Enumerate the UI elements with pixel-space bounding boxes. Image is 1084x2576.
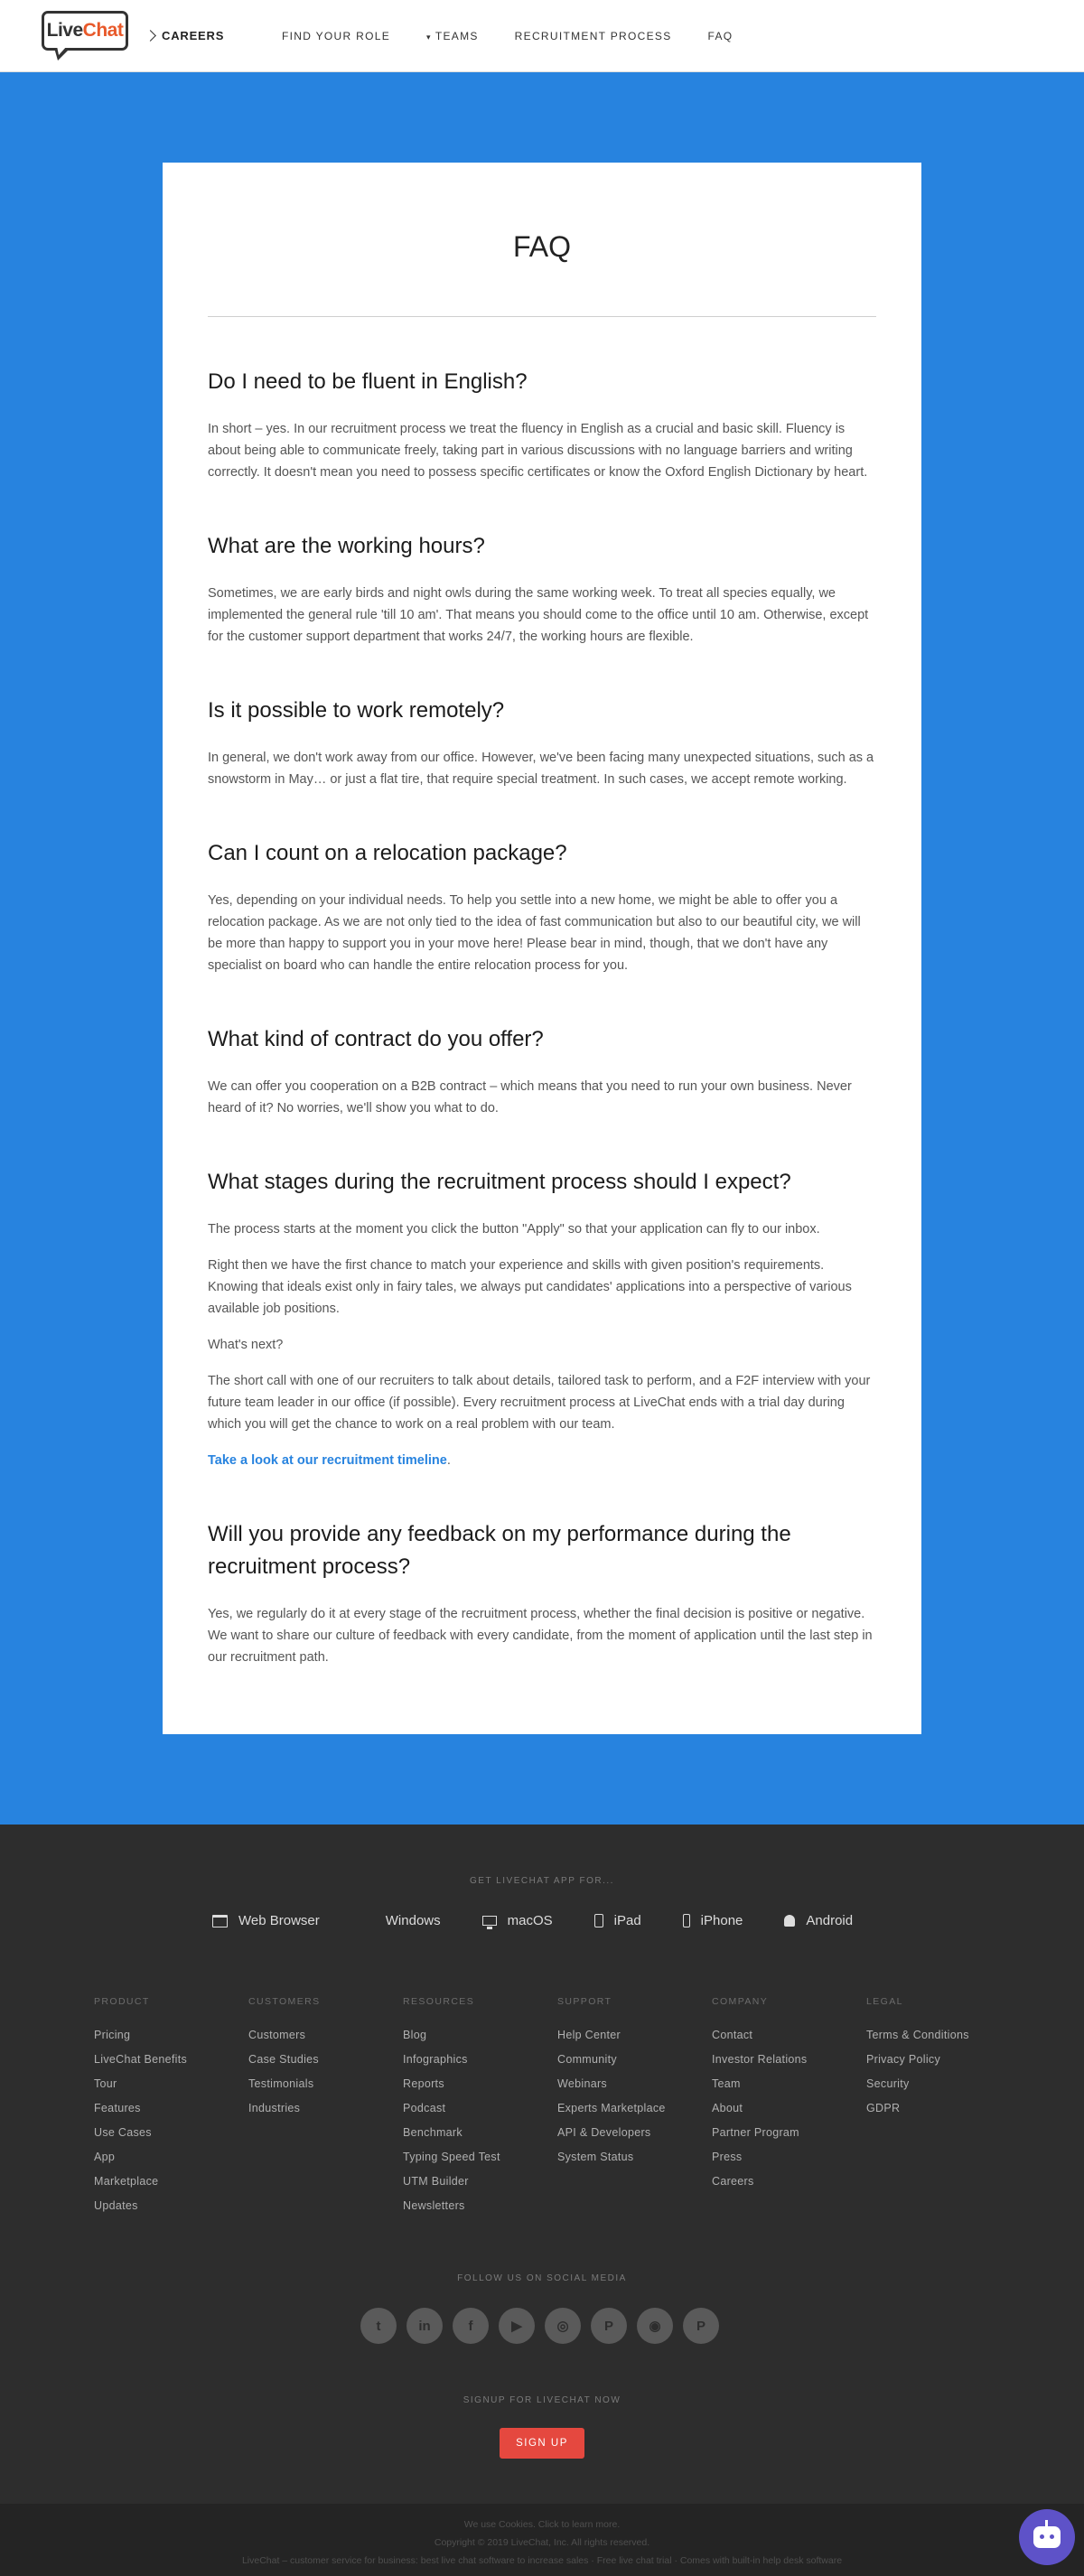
column-heading: LEGAL (866, 1996, 903, 2007)
breadcrumb-careers[interactable]: CAREERS (162, 29, 225, 42)
instagram-icon[interactable]: ◎ (545, 2308, 581, 2344)
logo-text-chat: Chat (82, 19, 124, 41)
column-heading: CUSTOMERS (248, 1996, 321, 2007)
follow-label: FOLLOW US ON SOCIAL MEDIA (457, 2273, 627, 2283)
faq-question: What stages during the recruitment process should I expect? (208, 1170, 791, 1194)
footer-column-resources (403, 1996, 557, 2218)
twitter-icon[interactable]: t (360, 2308, 397, 2344)
footer-link[interactable]: LiveChat Benefits (94, 2053, 188, 2066)
copyright: Copyright © 2019 LiveChat, Inc. All rights reserved. (434, 2537, 650, 2548)
tagline: LiveChat – customer service for business: best live chat software to increase sales · Free live chat trial · Comes with built-in help desk software (241, 2555, 843, 2566)
nav-faq[interactable]: FAQ (707, 30, 734, 42)
link-period: . (446, 1453, 451, 1468)
footer-link[interactable]: Webinars (557, 2077, 607, 2090)
platform-web-browser[interactable] (212, 1913, 320, 1928)
github-icon[interactable]: ◉ (637, 2308, 673, 2344)
footer-link[interactable]: Newsletters (403, 2199, 465, 2212)
faq-answer: In short – yes. In our recruitment process we treat the fluency in English as a crucial and basic skill. Fluency is about being able to communicate freely, taking part in various discussions with no language barriers and writing correctly. It doesn't mean you need to possess specific certificates or know the Oxford English Dictionary by heart. (208, 422, 868, 480)
footer-link[interactable]: Use Cases (94, 2126, 152, 2139)
platform-label: macOS (507, 1913, 553, 1928)
platform-label: iPad (613, 1913, 641, 1928)
producthunt-icon[interactable]: P (683, 2308, 719, 2344)
logo-box (42, 11, 128, 51)
faq-answer: The short call with one of our recruiters to talk about details, tailored task to perform, and a F2F interview with your future team leader in our office (if possible). Every recruitment process at LiveChat ends with a trial day during which you will get the chance to work on a real problem with our team. (208, 1374, 871, 1432)
signup-label: SIGNUP FOR LIVECHAT NOW (463, 2395, 621, 2405)
footer-link[interactable]: Investor Relations (712, 2053, 808, 2066)
livechat-logo[interactable] (42, 11, 130, 61)
faq-answer: What's next? (208, 1338, 284, 1352)
faq-question: What kind of contract do you offer? (208, 1027, 544, 1051)
youtube-icon[interactable]: ▶ (499, 2308, 535, 2344)
faq-item (208, 837, 876, 976)
browser-icon (212, 1915, 228, 1927)
faq-item (208, 530, 876, 648)
chat-widget-button[interactable] (1019, 2509, 1075, 2565)
faq-question: Do I need to be fluent in English? (208, 369, 528, 394)
footer-link[interactable]: System Status (557, 2151, 634, 2163)
footer-link[interactable]: About (712, 2102, 743, 2114)
faq-answer: We can offer you cooperation on a B2B contract – which means that you need to run your own business. Never heard of it? No worries, we'll show you what to do. (208, 1079, 852, 1115)
footer-link[interactable]: Testimonials (248, 2077, 314, 2090)
iphone-icon (683, 1914, 690, 1927)
footer-link[interactable]: Privacy Policy (866, 2053, 940, 2066)
footer-columns (94, 1996, 1021, 2218)
footer-link[interactable]: Community (557, 2053, 617, 2066)
faq-section (0, 72, 1084, 1825)
platform-macos[interactable] (482, 1913, 553, 1928)
footer-link[interactable]: Podcast (403, 2102, 446, 2114)
faq-answer (208, 1450, 876, 1471)
platform-label: Android (806, 1913, 854, 1928)
footer-column-company (712, 1996, 866, 2218)
footer-link[interactable]: Experts Marketplace (557, 2102, 666, 2114)
caret-down-icon: ▾ (426, 33, 432, 42)
facebook-icon[interactable]: f (453, 2308, 489, 2344)
footer-link[interactable]: Team (712, 2077, 741, 2090)
pinterest-icon[interactable]: P (591, 2308, 627, 2344)
footer-link[interactable]: GDPR (866, 2102, 901, 2114)
footer-link[interactable]: Security (866, 2077, 910, 2090)
footer-link[interactable]: Terms & Conditions (866, 2029, 969, 2041)
logo-tail-inner (57, 46, 67, 55)
footer-link[interactable]: Reports (403, 2077, 444, 2090)
faq-answer: Yes, depending on your individual needs. To help you settle into a new home, we might be able to offer you a relocation package. As we are not only tied to the idea of fast communication but also to our beautiful city, we will be more than happy to support you in your move here! Please bear in mind, though, that we don't have any specialist on board who can handle the entire relocation process for you. (208, 893, 861, 973)
bot-antenna (1045, 2520, 1048, 2526)
cookies-notice[interactable]: We use Cookies. Click to learn more. (463, 2519, 621, 2530)
column-heading: COMPANY (712, 1996, 769, 2007)
column-heading: SUPPORT (557, 1996, 612, 2007)
chevron-right-icon (145, 30, 156, 42)
footer-link[interactable]: Updates (94, 2199, 138, 2212)
platform-label: Windows (385, 1913, 441, 1928)
footer-column-legal (866, 1996, 1021, 2218)
windows-icon (361, 1914, 375, 1927)
page-title: FAQ (512, 230, 571, 263)
footer-link[interactable]: API & Developers (557, 2126, 651, 2139)
faq-card (163, 163, 921, 1734)
faq-question: Will you provide any feedback on my performance during the recruitment process? (208, 1522, 791, 1579)
social-links (360, 2308, 729, 2344)
bot-icon (1033, 2526, 1061, 2548)
faq-answer: The process starts at the moment you click the button "Apply" so that your application can fly to our inbox. (208, 1222, 820, 1237)
column-heading: RESOURCES (403, 1996, 475, 2007)
faq-answer: Right then we have the first chance to match your experience and skills with given position's requirements. Knowing that ideals exist only in fairy tales, we always put candidates' applications into a perspective of various available job positions. (208, 1258, 852, 1316)
platform-windows[interactable] (361, 1913, 441, 1928)
nav-teams[interactable] (426, 30, 479, 42)
ipad-icon (594, 1914, 603, 1927)
footer-link[interactable]: Industries (248, 2102, 301, 2114)
sign-up-button[interactable]: SIGN UP (500, 2428, 584, 2459)
footer (0, 1825, 1084, 2504)
top-header (0, 0, 1084, 72)
platform-list (212, 1913, 894, 1928)
linkedin-icon[interactable]: in (406, 2308, 443, 2344)
faq-answer: Yes, we regularly do it at every stage of the recruitment process, whether the final decision is positive or negative. We want to share our culture of feedback with every candidate, from the moment of application until the last step in our recruitment path. (208, 1607, 873, 1665)
footer-link[interactable]: Pricing (94, 2029, 131, 2041)
footer-link[interactable]: App (94, 2151, 116, 2163)
logo-text-live: Live (46, 19, 83, 41)
platform-android[interactable] (784, 1913, 853, 1928)
footer-link[interactable]: Marketplace (94, 2175, 159, 2188)
footer-link[interactable]: Typing Speed Test (403, 2151, 500, 2163)
footer-link[interactable]: Tour (94, 2077, 117, 2090)
faq-answer: In general, we don't work away from our office. However, we've been facing many unexpected situations, such as a snowstorm in May… or just a flat tire, that require special treatment. In such cases, we accept remote working. (208, 751, 874, 787)
faq-item (208, 1023, 876, 1119)
faq-list (208, 317, 876, 1668)
faq-item (208, 695, 876, 790)
footer-link[interactable]: UTM Builder (403, 2175, 469, 2188)
footer-link[interactable]: Blog (403, 2029, 427, 2041)
main-nav (282, 0, 769, 72)
footer-link[interactable]: Customers (248, 2029, 306, 2041)
get-app-label: GET LIVECHAT APP FOR... (470, 1876, 614, 1886)
column-heading: PRODUCT (94, 1996, 150, 2007)
platform-label: Web Browser (238, 1913, 320, 1928)
footer-link[interactable]: Contact (712, 2029, 753, 2041)
recruitment-timeline-link[interactable]: Take a look at our recruitment timeline (208, 1453, 447, 1468)
footer-link[interactable]: Benchmark (403, 2126, 463, 2139)
faq-question: Can I count on a relocation package? (208, 841, 567, 865)
footer-link[interactable]: Careers (712, 2175, 754, 2188)
nav-teams-label: TEAMS (435, 30, 479, 42)
footer-column-product (94, 1996, 248, 2218)
nav-find-your-role[interactable]: FIND YOUR ROLE (282, 30, 390, 42)
footer-link[interactable]: Press (712, 2151, 743, 2163)
faq-item (208, 1518, 876, 1668)
monitor-icon (482, 1916, 497, 1926)
faq-item (208, 366, 876, 483)
bottom-bar (0, 2504, 1084, 2576)
footer-link[interactable]: Case Studies (248, 2053, 319, 2066)
platform-ipad[interactable] (594, 1913, 641, 1928)
android-icon (784, 1915, 795, 1927)
faq-answer: Sometimes, we are early birds and night owls during the same working week. To treat all species equally, we implemented the general rule 'till 10 am'. That means you should come to the office until 10 am. Otherwise, except for the customer support department that works 24/7, the working hours are flexible. (208, 586, 869, 644)
nav-recruitment-process[interactable]: RECRUITMENT PROCESS (514, 30, 672, 42)
footer-link[interactable]: Infographics (403, 2053, 468, 2066)
faq-question: Is it possible to work remotely? (208, 698, 505, 723)
faq-item (208, 1166, 876, 1471)
platform-iphone[interactable] (683, 1913, 743, 1928)
platform-label: iPhone (700, 1913, 743, 1928)
footer-link[interactable]: Features (94, 2102, 141, 2114)
footer-link[interactable]: Partner Program (712, 2126, 799, 2139)
footer-column-support (557, 1996, 712, 2218)
faq-question: What are the working hours? (208, 534, 485, 558)
footer-link[interactable]: Help Center (557, 2029, 621, 2041)
footer-column-customers (248, 1996, 403, 2218)
